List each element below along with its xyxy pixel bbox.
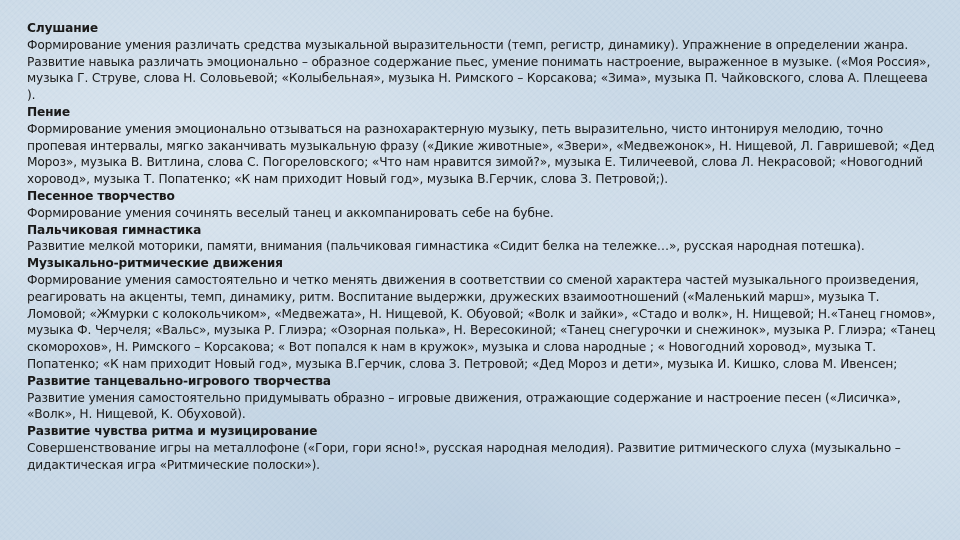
section-singing [27, 104, 939, 188]
section-title: Развитие танцевально-игрового творчества [27, 373, 331, 388]
section-title: Развитие чувства ритма и музицирование [27, 424, 318, 439]
section-title: Песенное творчество [27, 188, 175, 203]
section-text: Формирование умения эмоционально отзываться на разнохарактерную музыку, петь выразительно, чисто интонируя мелодию, точно пропевая интервалы, мягко заканчивать музыкальную фразу («Дикие животные», «Звери», «Медвежонок», Н. Нищевой, Л. Гавришевой; «Дед Мороз», музыка В. Витлина, слова С. Погореловского; «Что нам нравится зимой?», музыка Е. Тиличеевой, слова Л. Некрасовой; «Новогодний хоровод», музыка Т. Попатенко; «К нам приходит Новый год», музыка В.Герчик, слова З. Петровой;). [27, 121, 935, 187]
section-title: Музыкально-ритмические движения [27, 256, 283, 271]
section-dance-game-creativity [27, 373, 939, 423]
section-rhythm-music-making [27, 423, 939, 473]
section-title: Пальчиковая гимнастика [27, 222, 202, 237]
section-text: Совершенствование игры на металлофоне («Гори, гори ясно!», русская народная мелодия). Развитие ритмического слуха (музыкально – дидактическая игра «Ритмические полоски»). [27, 440, 901, 472]
section-text: Развитие умения самостоятельно придумывать образно – игровые движения, отражающие содержание и настроение песен («Лисичка», «Волк», Н. Нищевой, К. Обуховой). [27, 390, 901, 422]
section-title: Пение [27, 104, 70, 119]
section-listening [27, 20, 939, 104]
section-text: Формирование умения самостоятельно и четко менять движения в соответствии со сменой характера частей музыкального произведения, реагировать на акценты, темп, динамику, ритм. Воспитание выдержки, дружеских взаимоотношений («Маленький марш», музыка Т. Ломовой; «Жмурки с колокольчиком», «Медвежата», Н. Нищевой, К. Обуовой; «Волк и зайки», «Стадо и волк», Н. Нищевой; Н.«Танец гномов», музыка Ф. Черчеля; «Вальс», музыка Р. Глиэра; «Озорная полька», Н. Вересокиной; «Танец снегурочки и снежинок», музыка Р. Глиэра; «Танец скоморохов», Н. Римского – Корсакова; « Вот попался к нам в кружок», музыка и слова народные ; « Новогодний хоровод», музыка Т. Попатенко; «К нам приходит Новый год», музыка В.Герчик, слова З. Петровой; «Дед Мороз и дети», музыка И. Кишко, слова М. Ивенсен; [27, 272, 936, 371]
section-title: Слушание [27, 21, 99, 35]
section-text: Формирование умения различать средства музыкальной выразительности (темп, регистр, динамику). Упражнение в определении жанра. Развитие навыка различать эмоционально – образное содержание пьес, умение понимать настроение, выраженное в музыке. («Моя Россия», музыка Г. Струве, слова Н. Соловьевой; «Колыбельная», музыка Н. Римского – Корсакова; «Зима», музыка П. Чайковского, слова А. Плещеева ). [27, 37, 931, 103]
slide-text-block [27, 20, 939, 474]
section-text: Развитие мелкой моторики, памяти, внимания (пальчиковая гимнастика «Сидит белка на тележке…», русская народная потешка). [27, 239, 865, 254]
section-song-creativity [27, 188, 939, 222]
section-finger-gymnastics [27, 222, 939, 256]
section-rhythmic-movements [27, 255, 939, 373]
section-text: Формирование умения сочинять веселый танец и аккомпанировать себе на бубне. [27, 205, 554, 220]
